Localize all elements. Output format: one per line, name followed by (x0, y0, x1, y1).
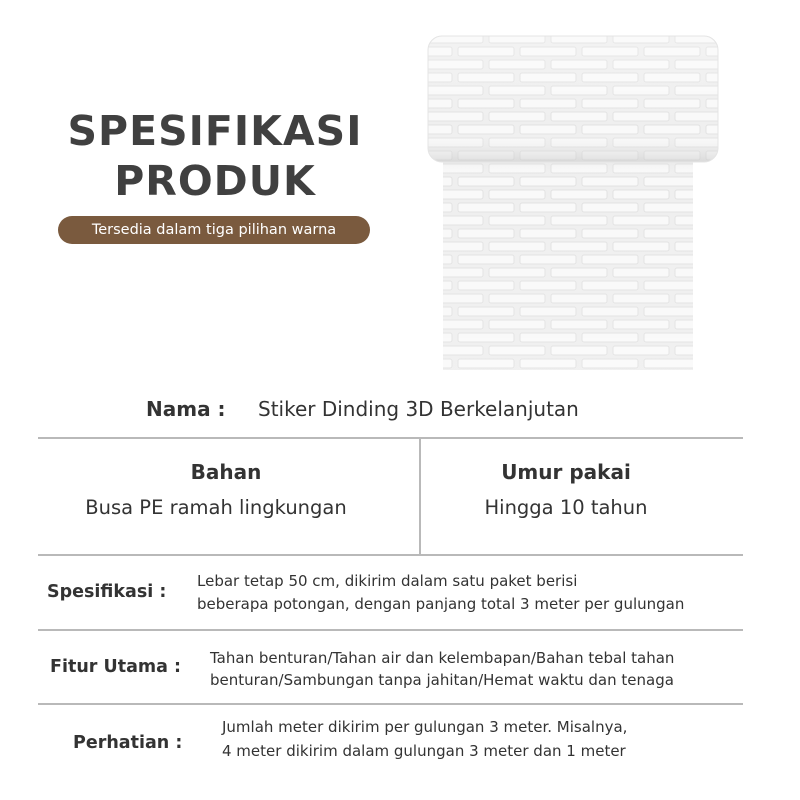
feature-label: Fitur Utama : (50, 657, 182, 677)
feature-line-2: benturan/Sambungan tanpa jahitan/Hemat waktu dan tenaga (210, 671, 674, 689)
color-options-badge: Tersedia dalam tiga pilihan warna (58, 216, 370, 244)
lifespan-label: Umur pakai (501, 460, 631, 484)
name-label: Nama : (146, 397, 226, 421)
page-title (60, 106, 370, 206)
feature-line-1: Tahan benturan/Tahan air dan kelembapan/Bahan tebal tahan (210, 649, 675, 667)
spec-line-2: beberapa potongan, dengan panjang total 3 meter per gulungan (197, 595, 685, 613)
note-line-2: 4 meter dikirim dalam gulungan 3 meter dan 1 meter (222, 742, 626, 760)
note-line-1: Jumlah meter dikirim per gulungan 3 meter. Misalnya, (222, 718, 628, 736)
title-line-2: PRODUK (114, 157, 316, 205)
material-label: Bahan (190, 460, 262, 484)
name-value: Stiker Dinding 3D Berkelanjutan (258, 397, 579, 421)
note-label: Perhatian : (73, 733, 183, 753)
title-line-1: SPESIFIKASI (67, 107, 363, 155)
product-name-row (0, 392, 800, 426)
divider (38, 437, 743, 439)
material-value: Busa PE ramah lingkungan (85, 496, 347, 519)
spec-label: Spesifikasi : (47, 582, 167, 602)
divider (38, 703, 743, 705)
spec-line-1: Lebar tetap 50 cm, dikirim dalam satu paket berisi (197, 572, 578, 590)
divider (38, 629, 743, 631)
divider (38, 554, 743, 556)
product-image (425, 32, 725, 372)
lifespan-value: Hingga 10 tahun (484, 496, 648, 519)
